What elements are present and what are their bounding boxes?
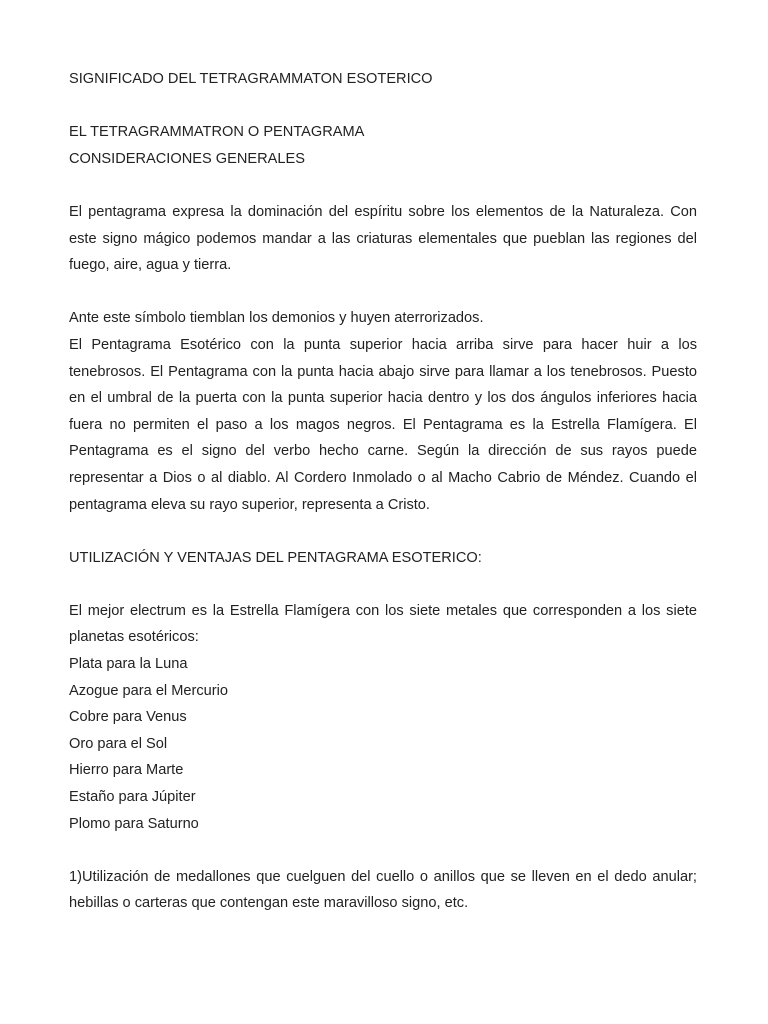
list-item: Hierro para Marte [69,762,184,779]
paragraph-medallions: 1)Utilización de medallones que cuelguen del cuello o anillos que se lleven en el dedo anular; hebillas o carteras que contengan este maravilloso signo, etc. [69,868,697,912]
section-subtitle: CONSIDERACIONES GENERALES [69,150,305,167]
list-item: Plomo para Saturno [69,815,199,832]
document-body [69,66,697,917]
list-item: Estaño para Júpiter [69,789,196,806]
spacer [69,518,697,545]
spacer [69,571,697,598]
section-heading: UTILIZACIÓN Y VENTAJAS DEL PENTAGRAMA ESOTERICO: [69,549,482,566]
spacer [69,172,697,199]
list-item: Plata para la Luna [69,656,188,673]
list-item: Oro para el Sol [69,735,168,752]
spacer [69,837,697,864]
paragraph-pentagram-orientation: El Pentagrama Esotérico con la punta superior hacia arriba sirve para hacer huir a los tenebrosos. El Pentagrama con la punta hacia abajo sirve para llamar a los tenebrosos. Puesto en el umbral de la puerta con la punta superior hacia dentro y los dos ángulos inferiores hacia fuera no permiten el paso a los magos negros. El Pentagrama es la Estrella Flamígera. El Pentagrama es el signo del verbo hecho carne. Según la dirección de sus rayos puede representar a Dios o al diablo. Al Cordero Inmolado o al Macho Cabrio de Méndez. Cuando el pentagrama eleva su rayo superior, representa a Cristo. [69,336,697,513]
metals-list [69,651,697,837]
paragraph-electrum: El mejor electrum es la Estrella Flamígera con los siete metales que corresponden a los siete planetas esotéricos: [69,602,697,646]
paragraph-demons-line: Ante este símbolo tiemblan los demonios y huyen aterrorizados. [69,310,484,327]
document-subtitle: EL TETRAGRAMMATRON O PENTAGRAMA [69,124,365,141]
list-item: Azogue para el Mercurio [69,682,228,699]
spacer [69,279,697,306]
document-title: SIGNIFICADO DEL TETRAGRAMMATON ESOTERICO [69,71,433,87]
list-item: Cobre para Venus [69,709,187,726]
spacer [69,93,697,120]
paragraph-pentagram-domination: El pentagrama expresa la dominación del espíritu sobre los elementos de la Naturaleza. Con este signo mágico podemos mandar a las criaturas elementales que pueblan las regiones del fuego, aire, agua y tierra. [69,203,697,274]
